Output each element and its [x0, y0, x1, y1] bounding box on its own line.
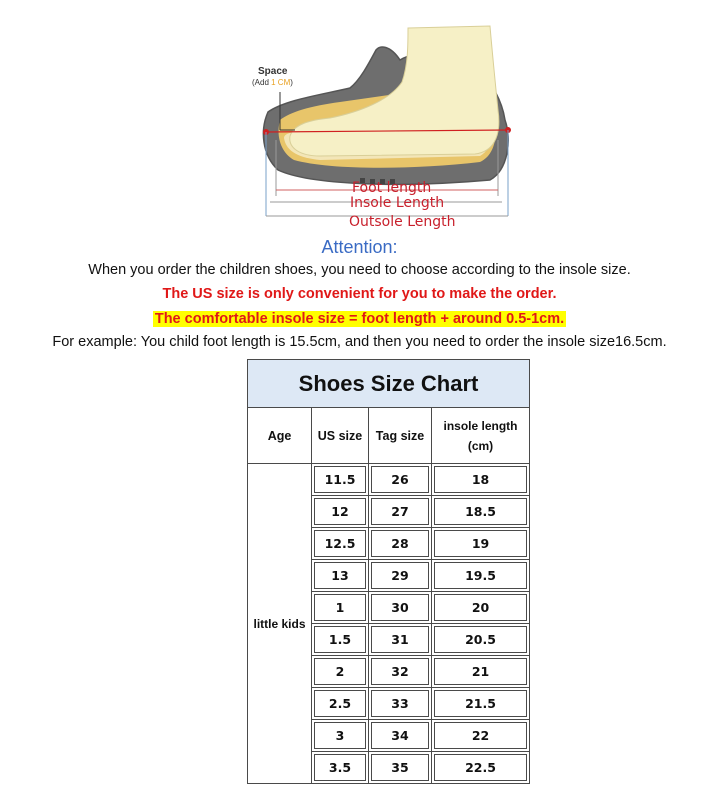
us-size-cell: 1.5 — [312, 624, 369, 656]
foot-shape — [290, 26, 499, 156]
shoes-size-chart — [247, 359, 530, 784]
chart-title: Shoes Size Chart — [248, 360, 530, 408]
space-sub-label: (Add 1 CM) — [252, 78, 293, 87]
note-line-2: The US size is only convenient for you to make the order. — [162, 286, 557, 302]
header-us-size: US size — [312, 408, 369, 464]
header-tag-size: Tag size — [369, 408, 432, 464]
insole-length-cell: 18 — [432, 464, 530, 496]
age-group-cell: little kids — [248, 464, 312, 784]
note-line-4: For example: You child foot length is 15.5cm, and then you need to order the insole size16.5cm. — [52, 334, 667, 350]
us-size-cell: 2.5 — [312, 688, 369, 720]
tag-size-cell: 35 — [369, 752, 432, 784]
tag-size-cell: 33 — [369, 688, 432, 720]
insole-length-cell: 22.5 — [432, 752, 530, 784]
us-size-cell: 11.5 — [312, 464, 369, 496]
insole-length-cell: 18.5 — [432, 496, 530, 528]
tag-size-cell: 27 — [369, 496, 432, 528]
tag-size-cell: 29 — [369, 560, 432, 592]
header-insole-length: insole length (cm) — [432, 408, 530, 464]
tag-size-cell: 26 — [369, 464, 432, 496]
table-row — [248, 464, 530, 496]
space-label: Space — [258, 66, 288, 77]
us-size-cell: 3 — [312, 720, 369, 752]
insole-length-cell: 20.5 — [432, 624, 530, 656]
insole-length-cell: 19.5 — [432, 560, 530, 592]
chart-body — [248, 464, 530, 784]
attention-heading: Attention: — [321, 237, 398, 257]
tag-size-cell: 28 — [369, 528, 432, 560]
us-size-cell: 12.5 — [312, 528, 369, 560]
foot-length-label: Foot length — [352, 180, 432, 196]
tag-size-cell: 32 — [369, 656, 432, 688]
us-size-cell: 3.5 — [312, 752, 369, 784]
us-size-cell: 2 — [312, 656, 369, 688]
insole-length-label: Insole Length — [350, 195, 445, 211]
insole-length-cell: 21 — [432, 656, 530, 688]
outsole-length-label: Outsole Length — [349, 214, 456, 230]
header-age: Age — [248, 408, 312, 464]
highlighted-note: The comfortable insole size = foot length + around 0.5-1cm. — [154, 311, 565, 327]
tag-size-cell: 34 — [369, 720, 432, 752]
insole-length-cell: 20 — [432, 592, 530, 624]
us-size-cell: 1 — [312, 592, 369, 624]
insole-length-cell: 22 — [432, 720, 530, 752]
insole-length-cell: 19 — [432, 528, 530, 560]
insole-length-cell: 21.5 — [432, 688, 530, 720]
note-line-3 — [0, 310, 719, 328]
note-line-1: When you order the children shoes, you need to choose according to the insole size. — [88, 262, 631, 278]
us-size-cell: 12 — [312, 496, 369, 528]
tag-size-cell: 30 — [369, 592, 432, 624]
tag-size-cell: 31 — [369, 624, 432, 656]
us-size-cell: 13 — [312, 560, 369, 592]
